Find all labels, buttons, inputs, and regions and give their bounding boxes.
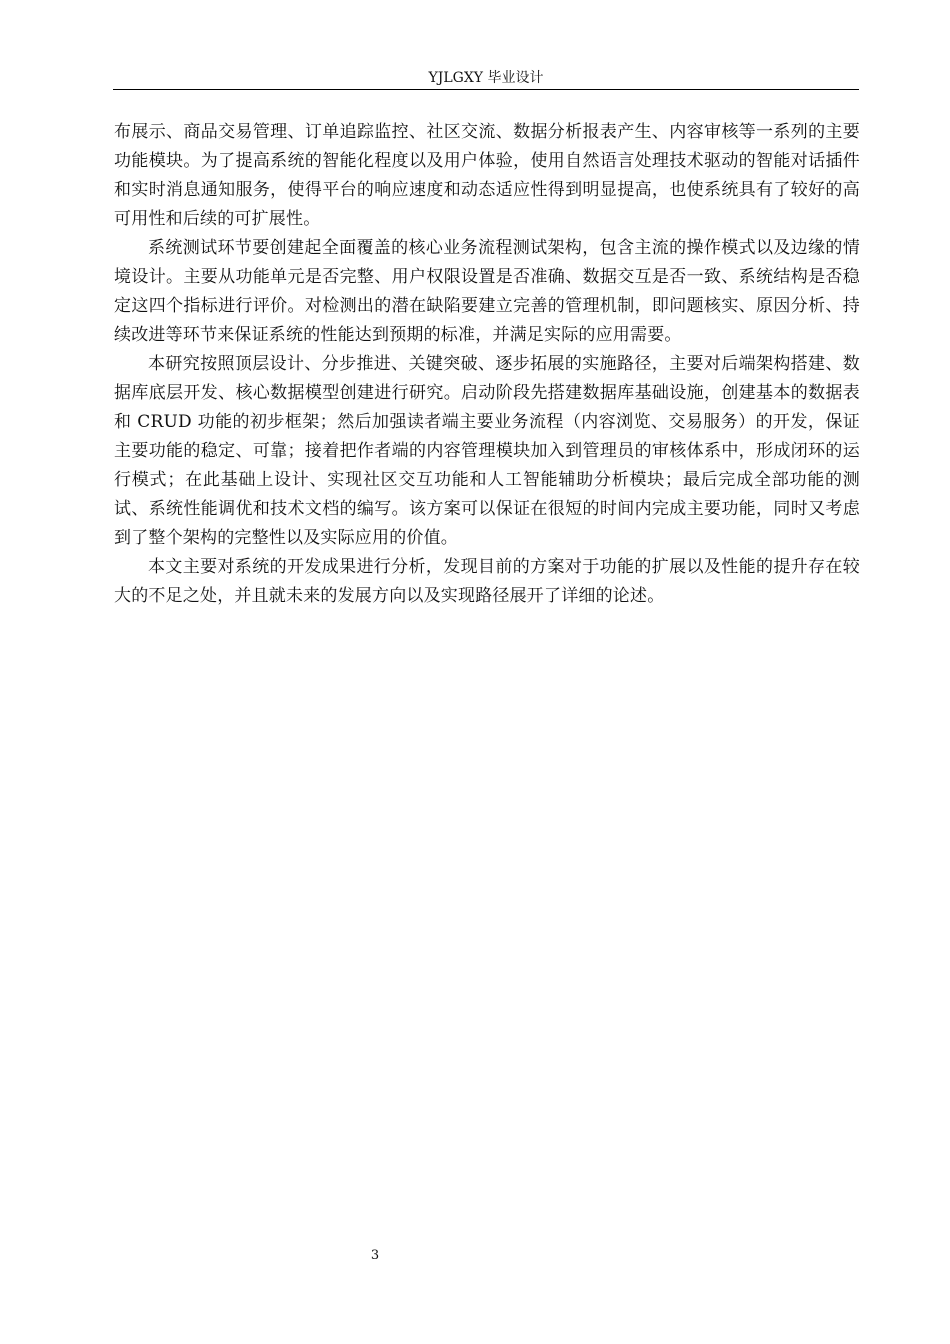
paragraph-2: 系统测试环节要创建起全面覆盖的核心业务流程测试架构，包含主流的操作模式以及边缘的情境设计。主要从功能单元是否完整、用户权限设置是否准确、数据交互是否一致、系统结构是否稳定这四个指标进行评价。对检测出的潜在缺陷要建立完善的管理机制，即问题核实、原因分析、持续改进等环节来保证系统的性能达到预期的标准，并满足实际的应用需要。	[114, 238, 860, 345]
page-number: 3	[370, 1248, 380, 1263]
document-body	[114, 118, 860, 611]
paragraph-4: 本文主要对系统的开发成果进行分析，发现目前的方案对于功能的扩展以及性能的提升存在较大的不足之处，并且就未来的发展方向以及实现路径展开了详细的论述。	[114, 557, 860, 606]
header-title: YJLGXY 毕业设计	[428, 70, 544, 86]
paragraph-1: 布展示、商品交易管理、订单追踪监控、社区交流、数据分析报表产生、内容审核等一系列的主要功能模块。为了提高系统的智能化程度以及用户体验，使用自然语言处理技术驱动的智能对话插件和实时消息通知服务，使得平台的响应速度和动态适应性得到明显提高，也使系统具有了较好的高可用性和后续的可扩展性。	[114, 122, 860, 229]
page-header	[113, 68, 859, 90]
paragraph-3: 本研究按照顶层设计、分步推进、关键突破、逐步拓展的实施路径，主要对后端架构搭建、数据库底层开发、核心数据模型创建进行研究。启动阶段先搭建数据库基础设施，创建基本的数据表和 CRUD 功能的初步框架；然后加强读者端主要业务流程（内容浏览、交易服务）的开发，保证主要功能的稳定、可靠；接着把作者端的内容管理模块加入到管理员的审核体系中，形成闭环的运行模式；在此基础上设计、实现社区交互功能和人工智能辅助分析模块；最后完成全部功能的测试、系统性能调优和技术文档的编写。该方案可以保证在很短的时间内完成主要功能，同时又考虑到了整个架构的完整性以及实际应用的价值。	[114, 354, 860, 548]
